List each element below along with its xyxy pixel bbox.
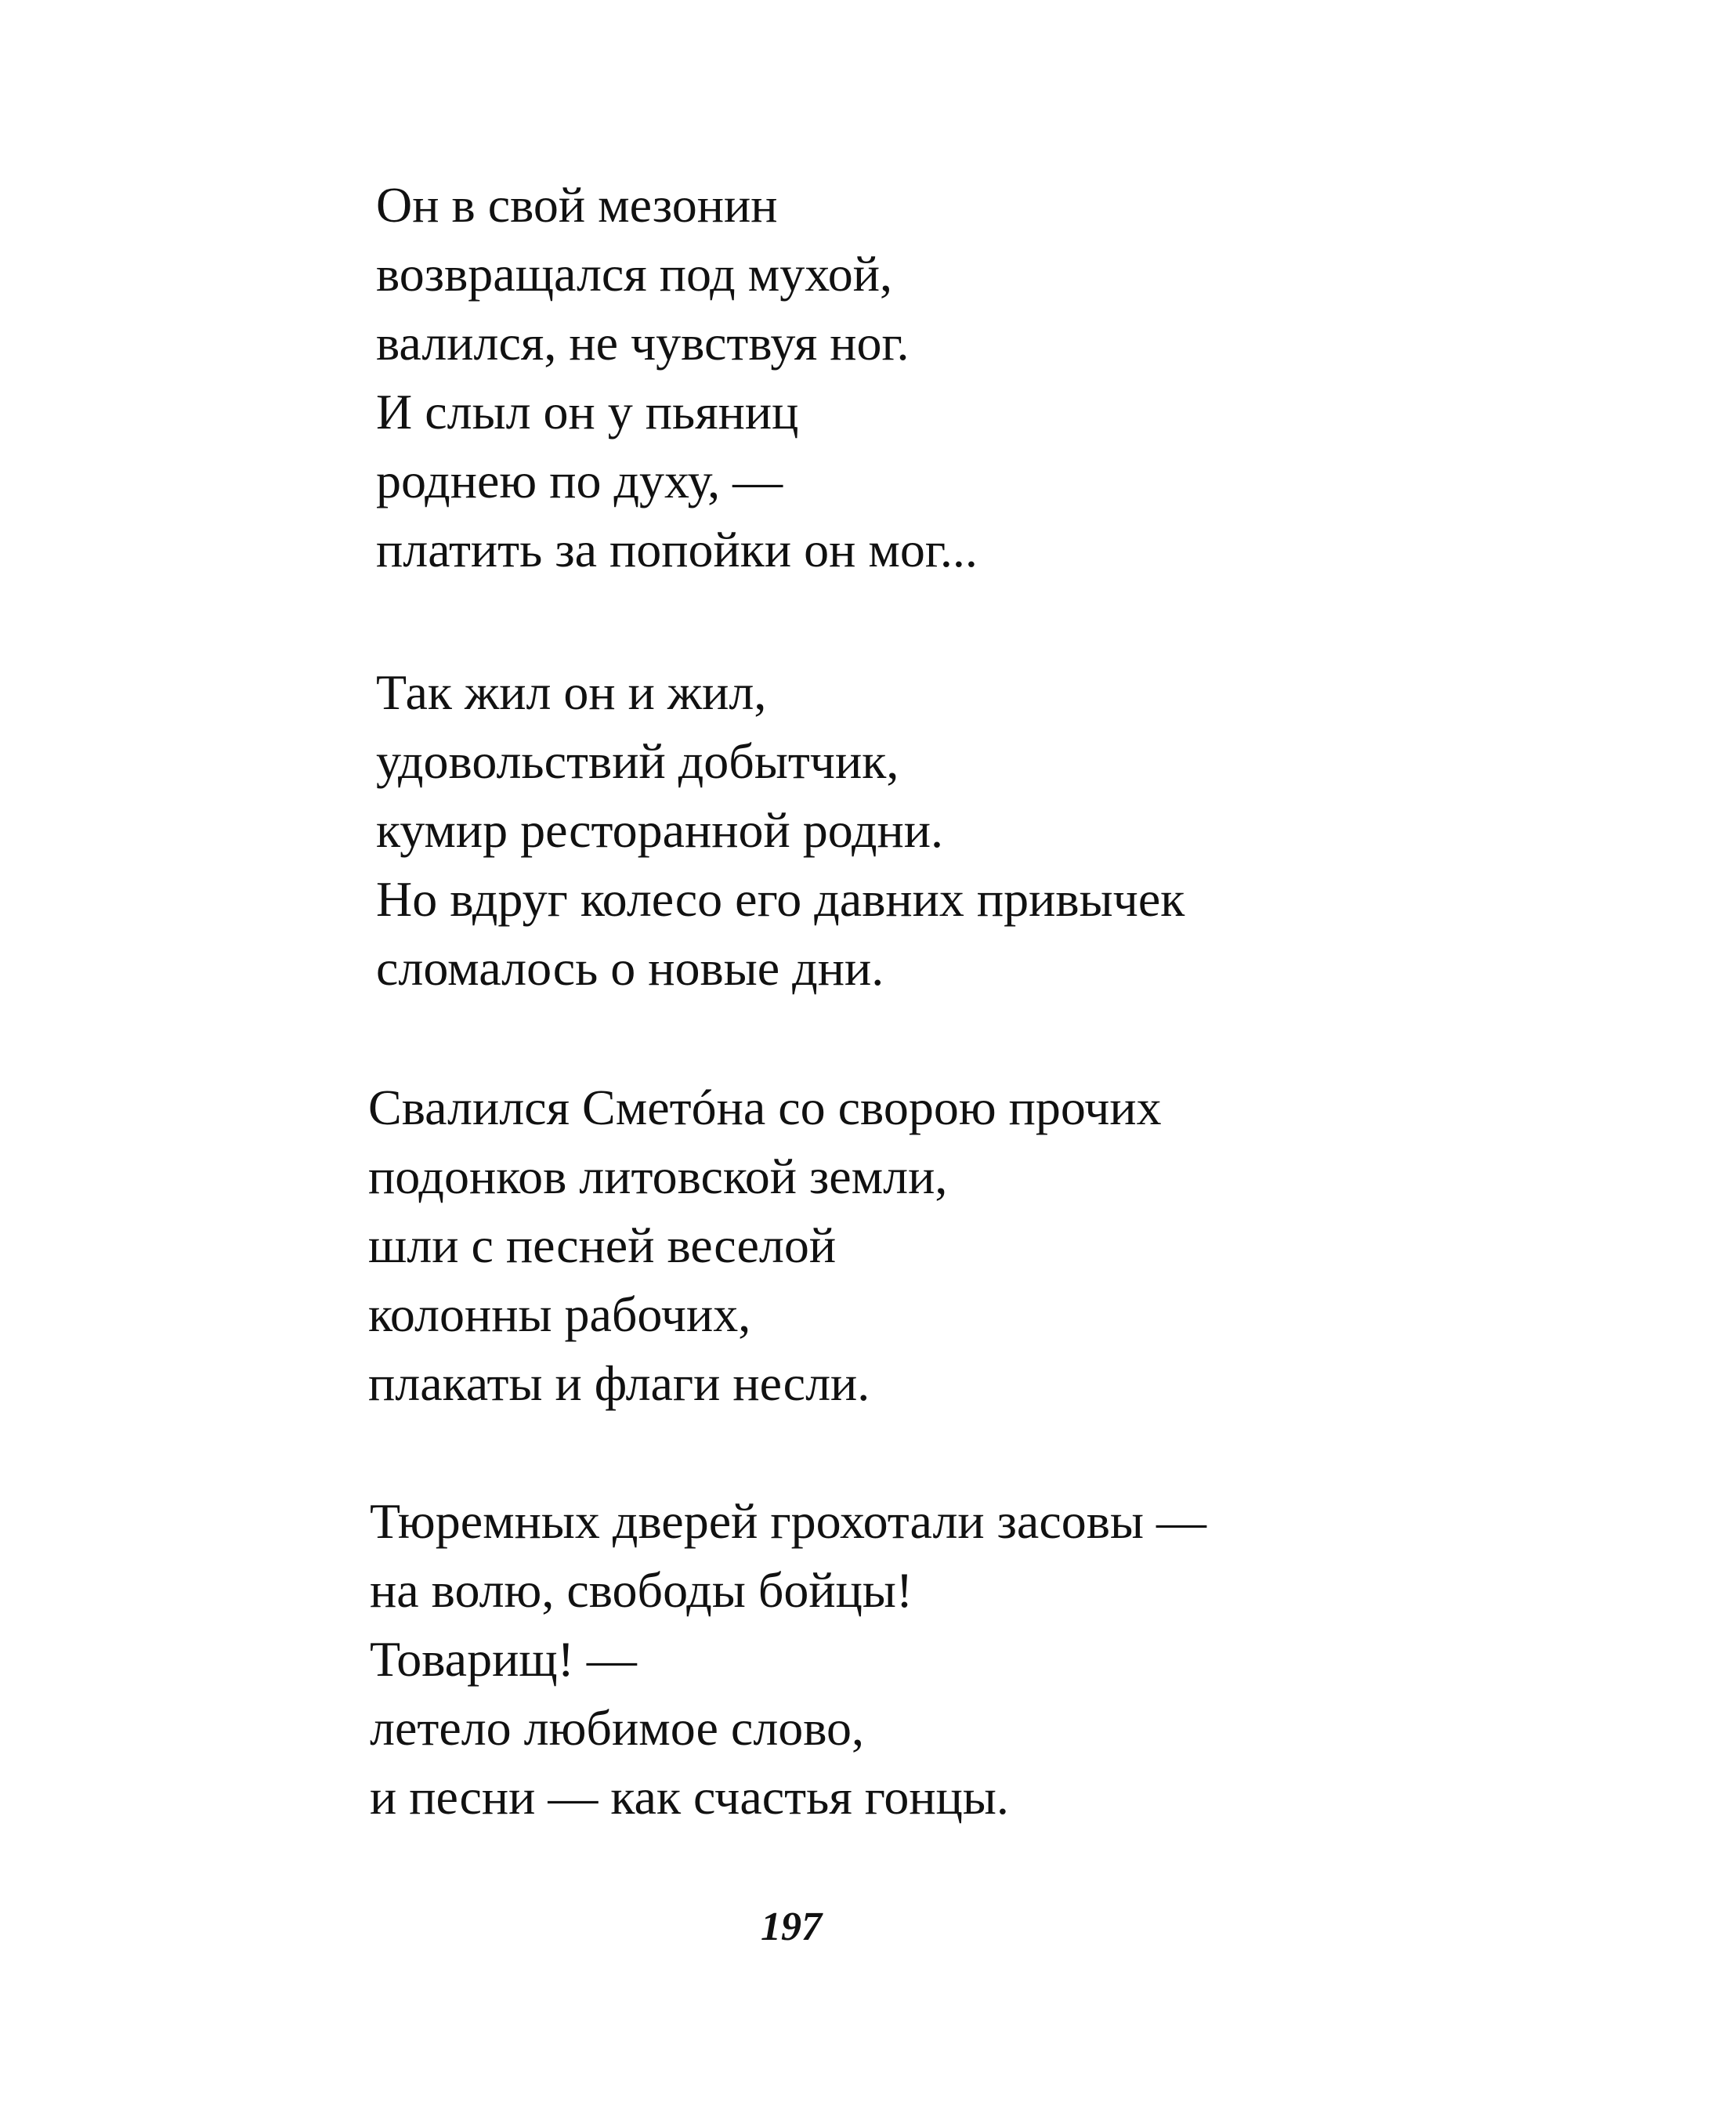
verse-line: валился, не чувствуя ног. <box>376 315 910 371</box>
stanza-4 <box>370 1487 1467 1832</box>
verse-line: Товарищ! — <box>370 1631 637 1687</box>
verse-line: Но вдруг колесо его давних привычек <box>376 871 1185 927</box>
verse-line: сломалось о новые дни. <box>376 940 884 996</box>
verse-line: платить за попойки он мог... <box>376 522 978 577</box>
verse-line: возвращался под мухой, <box>376 246 892 302</box>
verse-line: И слыл он у пьяниц <box>376 384 799 440</box>
verse-line: Так жил он и жил, <box>376 664 767 720</box>
verse-line: на волю, свободы бойцы! <box>370 1562 913 1618</box>
stanza-3 <box>368 1073 1465 1418</box>
verse-line: шли с песней веселой <box>368 1217 837 1273</box>
verse-line: плакаты и флаги несли. <box>368 1355 870 1411</box>
verse-line: летело любимое слово, <box>370 1700 865 1756</box>
verse-line: Свалился Сметóна со сворою прочих <box>368 1080 1162 1135</box>
verse-line: Он в свой мезонин <box>376 177 778 233</box>
page-number: 197 <box>761 1905 822 1949</box>
stanza-2 <box>376 658 1473 1003</box>
verse-line: колонны рабочих, <box>368 1286 751 1342</box>
verse-line: роднею по духу, — <box>376 453 783 508</box>
stanza-1 <box>376 171 1473 584</box>
verse-line: и песни — как счастья гонцы. <box>370 1769 1009 1825</box>
verse-line: Тюремных дверей грохотали засовы — <box>370 1493 1206 1549</box>
verse-line: кумир ресторанной родни. <box>376 802 943 858</box>
verse-line: подонков литовской земли, <box>368 1149 948 1204</box>
verse-line: удовольствий добытчик, <box>376 733 899 789</box>
